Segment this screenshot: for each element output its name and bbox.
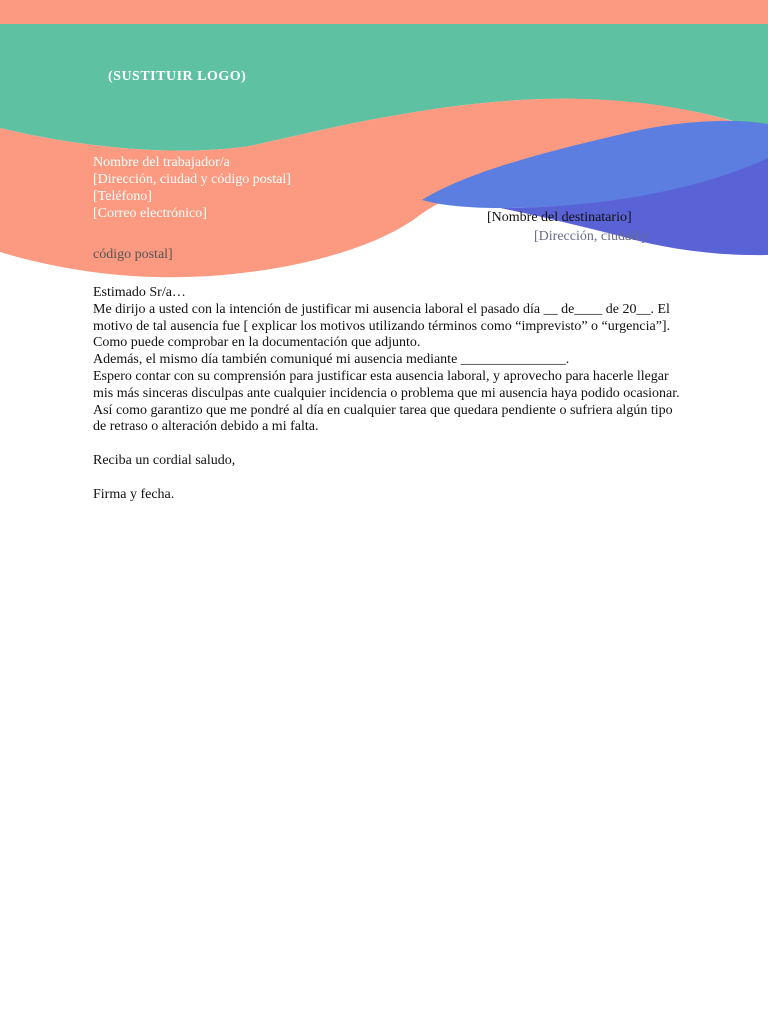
sender-block xyxy=(93,154,291,222)
letter-greeting: Estimado Sr/a… xyxy=(93,285,186,300)
sender-address: [Dirección, ciudad y código postal] xyxy=(93,172,291,187)
sender-address-tail: código postal] xyxy=(93,247,173,262)
sender-phone: [Teléfono] xyxy=(93,189,152,204)
letter-paragraph-2: Como puede comprobar en la documentación que adjunto. xyxy=(93,335,421,351)
sender-name: Nombre del trabajador/a xyxy=(93,155,230,170)
recipient-name: [Nombre del destinatario] xyxy=(487,210,632,225)
top-salmon-band xyxy=(0,0,768,24)
sender-email: [Correo electrónico] xyxy=(93,206,207,221)
letter-paragraph-3: Además, el mismo día también comuniqué mi ausencia mediante _______________. xyxy=(93,352,570,368)
spacer xyxy=(93,436,683,453)
letter-signature: Firma y fecha. xyxy=(93,486,175,502)
letter-closing: Reciba un cordial saludo, xyxy=(93,452,236,468)
letter-paragraph-1: Me dirijo a usted con la intención de justificar mi ausencia laboral el pasado día __ de____ de 20__. El motivo de tal ausencia fue [ explicar los motivos utilizando términos como “imprevisto” o “urgencia”]. xyxy=(93,301,671,334)
letter-paragraph-4: Espero contar con su comprensión para justificar esta ausencia laboral, y aprovecho para hacerle llegar mis más sinceras disculpas ante cualquier incidencia o problema que mi ausencia haya podido ocasionar. Así como garantizo que me pondré al día en cualquier tarea que quedara pendiente o sufriera algún tipo de retraso o alteración debido a mi falta. xyxy=(93,368,680,435)
spacer xyxy=(93,470,683,487)
letter-body xyxy=(93,285,683,503)
logo-placeholder: (SUSTITUIR LOGO) xyxy=(108,69,247,84)
recipient-address: [Dirección, ciudad y xyxy=(534,229,649,244)
